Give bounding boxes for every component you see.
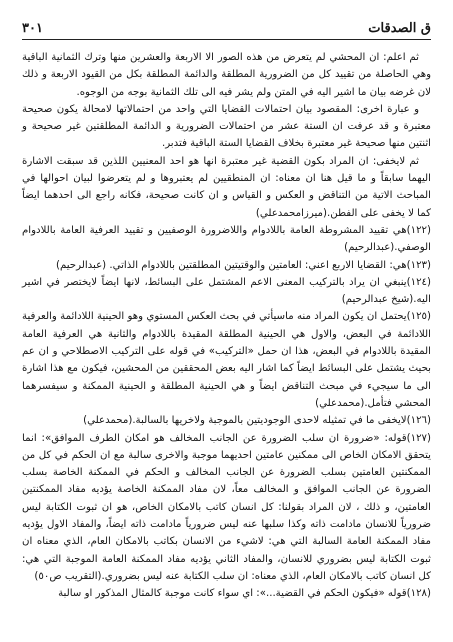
footnote-124: (١٢٤)ينبغي ان يراد بالتركيب المعنى الاعم المشتمل على البسائط، لانها ايضاً لايختصر في اشير اليه.(شيخ عبدالرحيم) bbox=[22, 276, 431, 306]
commentary-paragraph: ثم اعلم: ان المحشي لم يتعرض من هذه الصور الا الاربعة والعشرين منها وترك الثمانية الباقية وهي الحاصلة من تقييد كل من الضرورية المطلقة والدائمة المطلقة بكل من القيود الاربعة و ذلك لان غرضه بيان ما اشير اليه في المتن ولم يشر فيه الى تلك الثمانية بوجه من الوجوه. bbox=[22, 52, 431, 98]
running-title: ق الصدقات bbox=[368, 21, 431, 36]
footnote-123: (١٢٣)هي: القضايا الاربع اعني: العامتين والوقتيتين المطلقتين باللادوام الذاتي. (عبدالرحيم) bbox=[55, 259, 431, 271]
footnote-125: (١٢٥)يحتمل ان يكون المراد منه ماسيأتي في بحث العكس المستوي وهو الحينية اللادائمة والعرفية اللادائمة في البعض، والاول هي الحينية المطلقة المقيدة باللادوام والثانية هي العرفية العامة المقيدة باللادوام في البعض، هذا ان حمل «التركيب» في قوله على التركيب الاصطلاحي و ان عم بحيث يشتمل على البسائط ايضاً كما اشار اليه بعض المحققين من المحشين، فيكون مع هذا اشارة الى ما سيجيء في مبحث التناقض ايضاً و هي الحينية المطلقة و الحينية الممكنة و سيفسرهما المحشي فتأمل.(محمدعلي) bbox=[22, 311, 431, 409]
footnote-126: (١٢٦)لايخفى ما في تمثيله لاحدى الوجوديتين بالموجبة ولاخريها بالسالبة.(محمدعلي) bbox=[83, 415, 431, 427]
footnote-122: (١٢٢)هي تقييد المشروطة العامة باللادوام واللاضرورة الوصفيين و تقييد العرفية العامة باللادوام الوصفي.(عبدالرحيم) bbox=[22, 224, 431, 254]
footnotes-body bbox=[22, 49, 431, 603]
commentary-paragraph: ثم لايخفى: ان المراد بكون القضية غير معتبرة انها هو احد المعنيين اللذين قد سبقت الاشارة اليهما سابقاً و ما قيل هنا ان معناه: ان المنطقيين لم يعتبروها و لم يتعرضوا لبيان احوالها في المباحث الاتية من التناقض و العكس و القياس و ان كانت صحيحة، فكانه راجع الى احدهما ايضاً كما لا يخفى على الفطن.(ميرزامحمدعلي) bbox=[22, 155, 431, 219]
commentary-paragraph: و عبارة اخرى: المقصود بيان احتمالات القضايا التي واحد من احتمالاتها لامحالة يكون صحيحة معتبرة و قد عرفت ان الستة عشر من احتمالات الضرورية و الدائمة المطلقتين غير صحيحة و اثنتين منها صحيحة غير معتبرة بخلاف القضايا الستة الباقية فتدبر. bbox=[22, 103, 431, 150]
footnote-128: (١٢٨)قوله «فيكون الحكم في القضية...»: اي سواء كانت موجبة كالمثال المذكور او سالبة bbox=[58, 588, 431, 600]
footnote-127: (١٢٧)قوله: «ضرورة ان سلب الضرورة عن الجانب المخالف هو امكان الطرف الموافق»: انما يتحقق الامكان الخاص الى ممكنين عامتين احديهما موجبة والاخرى سالبة مع ان الحكم في كل من الممكنتين العامتين بسلب الضرورة عن الجانب المخالف و الحكم في الممكنة الخاصة بسلب الضرورة عن الجانب الموافق و المخالف معاً، لان مفاد الممكنة الخاصة يؤديه مفاد الممكنتين العامتين، و ذلك ، لان المراد بقولنا: كل انسان كاتب بالامكان الخاص، هو ان ثبوت الكتابة ليس ضرورياً للانسان مادامت ذاته وكذا سلبها عنه ليس ضرورياً مادامت ذاته ايضاً، والمفاد الاول يؤديه مفاد الممكنة العامة السالبة التي هي: لاشيء من الانسان بكاتب بالامكان العام، الذي معناه ان ثبوت الكتابة ليس بضروري للانسان، والمفاد الثاني يؤديه مفاد الممكنة العامة الموجبة التي هي: كل انسان كاتب بالامكان العام، الذي معناه: ان سلب الكتابة عنه ليس بضروري.(التقريب ص٥٠) bbox=[22, 432, 431, 582]
page-number: ٣٠١ bbox=[22, 21, 43, 36]
page-header bbox=[22, 14, 431, 40]
